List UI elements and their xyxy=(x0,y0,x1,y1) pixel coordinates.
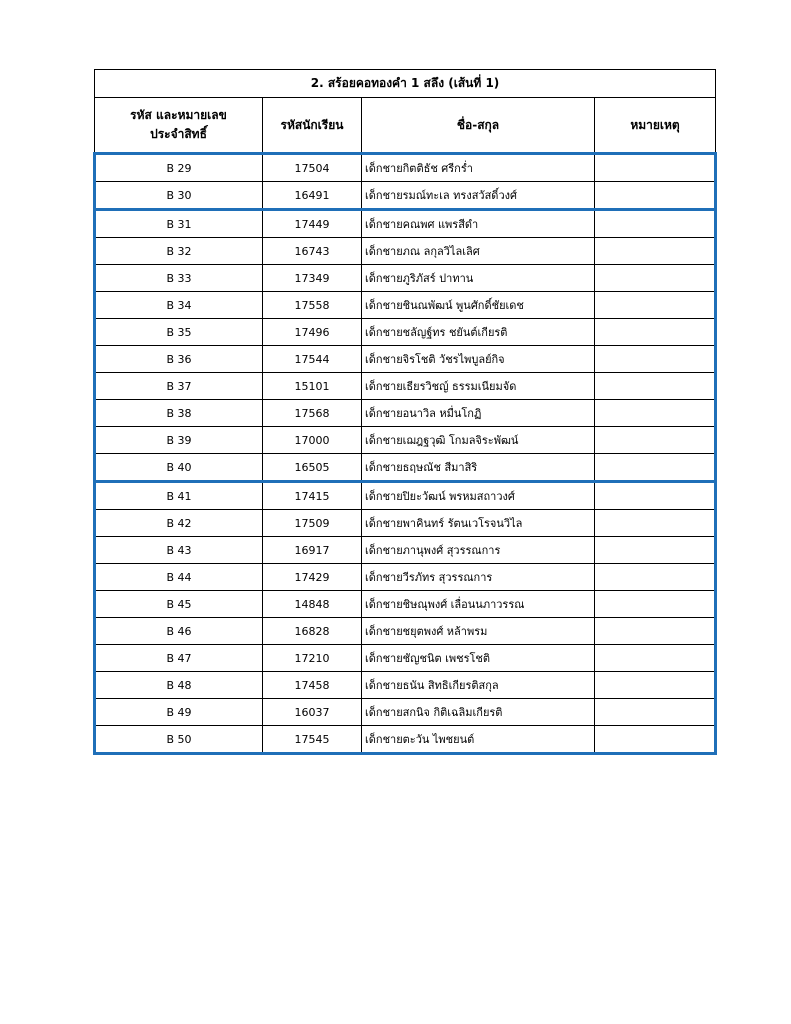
table-row xyxy=(95,210,716,238)
award-table xyxy=(93,69,717,755)
cell-student-id: 17509 xyxy=(263,510,362,537)
cell-remark xyxy=(595,591,716,618)
cell-code: B 31 xyxy=(95,210,263,238)
table-row xyxy=(95,537,716,564)
table-row xyxy=(95,454,716,482)
header-code-line2: ประจำสิทธิ์ xyxy=(150,127,207,141)
table-body xyxy=(95,154,716,754)
cell-code: B 35 xyxy=(95,319,263,346)
cell-name: เด็กชายชินณพัฒน์ พูนศักดิ์ชัยเดช xyxy=(362,292,595,319)
cell-name: เด็กชายชยุตพงศ์ หล้าพรม xyxy=(362,618,595,645)
cell-remark xyxy=(595,672,716,699)
cell-remark xyxy=(595,265,716,292)
cell-code: B 30 xyxy=(95,182,263,210)
cell-remark xyxy=(595,346,716,373)
cell-code: B 39 xyxy=(95,427,263,454)
cell-name: เด็กชายสกนิจ กิติเฉลิมเกียรติ xyxy=(362,699,595,726)
cell-code: B 29 xyxy=(95,154,263,182)
header-name: ชื่อ-สกุล xyxy=(362,98,595,154)
award-list-sheet xyxy=(93,69,714,755)
cell-remark xyxy=(595,699,716,726)
cell-name: เด็กชายกิตติธัช ศรีกร่ำ xyxy=(362,154,595,182)
header-code-line1: รหัส และหมายเลข xyxy=(130,108,227,122)
cell-remark xyxy=(595,537,716,564)
cell-student-id: 15101 xyxy=(263,373,362,400)
cell-student-id: 14848 xyxy=(263,591,362,618)
cell-remark xyxy=(595,154,716,182)
cell-code: B 47 xyxy=(95,645,263,672)
table-row xyxy=(95,319,716,346)
table-title: 2. สร้อยคอทองคำ 1 สลึง (เส้นที่ 1) xyxy=(95,70,716,98)
table-row xyxy=(95,564,716,591)
cell-name: เด็กชายวีรภัทร สุวรรณการ xyxy=(362,564,595,591)
cell-code: B 34 xyxy=(95,292,263,319)
cell-remark xyxy=(595,373,716,400)
cell-remark xyxy=(595,618,716,645)
cell-code: B 32 xyxy=(95,238,263,265)
cell-code: B 50 xyxy=(95,726,263,754)
cell-student-id: 16917 xyxy=(263,537,362,564)
cell-code: B 33 xyxy=(95,265,263,292)
cell-name: เด็กชายตะวัน ไพชยนต์ xyxy=(362,726,595,754)
table-row xyxy=(95,672,716,699)
table-row xyxy=(95,182,716,210)
table-row xyxy=(95,699,716,726)
cell-student-id: 17568 xyxy=(263,400,362,427)
cell-code: B 46 xyxy=(95,618,263,645)
cell-student-id: 16828 xyxy=(263,618,362,645)
cell-name: เด็กชายธนัน สิทธิเกียรติสกุล xyxy=(362,672,595,699)
cell-student-id: 17458 xyxy=(263,672,362,699)
cell-remark xyxy=(595,482,716,510)
cell-code: B 36 xyxy=(95,346,263,373)
cell-name: เด็กชายจิรโชติ วัชรไพบูลย์กิจ xyxy=(362,346,595,373)
header-code xyxy=(95,98,263,154)
cell-remark xyxy=(595,238,716,265)
table-row xyxy=(95,510,716,537)
cell-remark xyxy=(595,292,716,319)
cell-remark xyxy=(595,726,716,754)
cell-name: เด็กชายธฤษณัช สีมาสิริ xyxy=(362,454,595,482)
cell-student-id: 17429 xyxy=(263,564,362,591)
cell-name: เด็กชายพาคินทร์ รัตนเวโรจนวิไล xyxy=(362,510,595,537)
cell-code: B 49 xyxy=(95,699,263,726)
cell-student-id: 17558 xyxy=(263,292,362,319)
cell-student-id: 17415 xyxy=(263,482,362,510)
table-row xyxy=(95,400,716,427)
cell-code: B 37 xyxy=(95,373,263,400)
table-row xyxy=(95,238,716,265)
cell-remark xyxy=(595,210,716,238)
cell-name: เด็กชายภณ ลกุลวิไลเลิศ xyxy=(362,238,595,265)
cell-student-id: 17349 xyxy=(263,265,362,292)
cell-name: เด็กชายชัญชนิต เพชรโชติ xyxy=(362,645,595,672)
cell-remark xyxy=(595,182,716,210)
cell-code: B 44 xyxy=(95,564,263,591)
table-row xyxy=(95,346,716,373)
cell-name: เด็กชายภานุพงศ์ สุวรรณการ xyxy=(362,537,595,564)
cell-student-id: 17544 xyxy=(263,346,362,373)
cell-student-id: 17000 xyxy=(263,427,362,454)
cell-student-id: 17504 xyxy=(263,154,362,182)
cell-code: B 45 xyxy=(95,591,263,618)
cell-code: B 41 xyxy=(95,482,263,510)
table-row xyxy=(95,427,716,454)
header-student-id: รหัสนักเรียน xyxy=(263,98,362,154)
cell-name: เด็กชายชิษณุพงศ์ เลื่อนนภาวรรณ xyxy=(362,591,595,618)
cell-remark xyxy=(595,645,716,672)
header-remark: หมายเหตุ xyxy=(595,98,716,154)
cell-student-id: 17545 xyxy=(263,726,362,754)
cell-name: เด็กชายปิยะวัฒน์ พรหมสถาวงศ์ xyxy=(362,482,595,510)
table-row xyxy=(95,591,716,618)
table-title-row xyxy=(95,70,716,98)
cell-student-id: 16743 xyxy=(263,238,362,265)
table-row xyxy=(95,292,716,319)
cell-code: B 43 xyxy=(95,537,263,564)
cell-name: เด็กชายชลัญฐ์ทร ชยันต์เกียรติ xyxy=(362,319,595,346)
cell-code: B 42 xyxy=(95,510,263,537)
cell-code: B 38 xyxy=(95,400,263,427)
cell-name: เด็กชายเธียรวิชญ์ ธรรมเนียมจัด xyxy=(362,373,595,400)
table-row xyxy=(95,618,716,645)
cell-remark xyxy=(595,454,716,482)
table-row xyxy=(95,482,716,510)
cell-student-id: 17210 xyxy=(263,645,362,672)
table-row xyxy=(95,154,716,182)
table-row xyxy=(95,645,716,672)
cell-name: เด็กชายรมณ์ทะเล ทรงสวัสดิ์วงศ์ xyxy=(362,182,595,210)
cell-name: เด็กชายคณพศ แพรสีดำ xyxy=(362,210,595,238)
cell-remark xyxy=(595,427,716,454)
cell-student-id: 16491 xyxy=(263,182,362,210)
cell-name: เด็กชายเฌฎฐวุฒิ โกมลจิระพัฒน์ xyxy=(362,427,595,454)
table-header-row xyxy=(95,98,716,154)
cell-student-id: 17496 xyxy=(263,319,362,346)
cell-remark xyxy=(595,510,716,537)
cell-student-id: 16037 xyxy=(263,699,362,726)
cell-remark xyxy=(595,400,716,427)
table-row xyxy=(95,726,716,754)
cell-name: เด็กชายภูริภัสร์ ปาทาน xyxy=(362,265,595,292)
cell-student-id: 16505 xyxy=(263,454,362,482)
cell-code: B 40 xyxy=(95,454,263,482)
cell-code: B 48 xyxy=(95,672,263,699)
cell-remark xyxy=(595,564,716,591)
table-row xyxy=(95,265,716,292)
cell-remark xyxy=(595,319,716,346)
cell-student-id: 17449 xyxy=(263,210,362,238)
table-row xyxy=(95,373,716,400)
cell-name: เด็กชายอนาวิล หมื่นโกฏิ xyxy=(362,400,595,427)
